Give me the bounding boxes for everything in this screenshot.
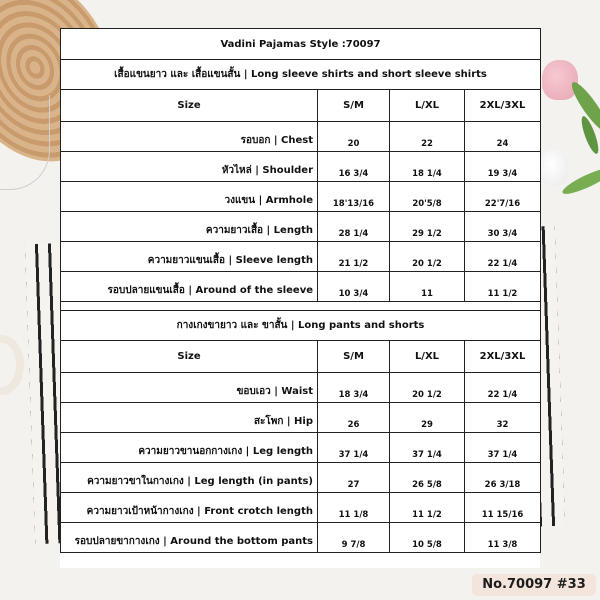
- size-header: L/XL: [390, 90, 465, 122]
- necklace-decoration: [0, 95, 50, 190]
- measurement-value: 10 5/8: [390, 523, 465, 553]
- table-row: [61, 373, 541, 403]
- measurement-label: ความยาวขานอกกางเกง | Leg length: [61, 433, 318, 463]
- measurement-label: วงแขน | Armhole: [61, 182, 318, 212]
- measurement-value: 29 1/2: [390, 212, 465, 242]
- measurement-value: 24: [465, 122, 541, 152]
- measurement-value: 16 3/4: [318, 152, 390, 182]
- measurement-value: 11 1/8: [318, 493, 390, 523]
- measurement-value: 26 5/8: [390, 463, 465, 493]
- measurement-value: 11 1/2: [465, 272, 541, 302]
- measurement-value: 20 1/2: [390, 242, 465, 272]
- size-chart-table: [60, 28, 541, 553]
- measurement-label: ขอบเอว | Waist: [61, 373, 318, 403]
- table-row: [61, 272, 541, 302]
- measurement-value: 29: [390, 403, 465, 433]
- measurement-value: 21 1/2: [318, 242, 390, 272]
- section-divider: [61, 302, 541, 311]
- chart-title-row: [61, 29, 541, 60]
- table-row: [61, 463, 541, 493]
- pants-size-header-row: [61, 341, 541, 373]
- measurement-label: ความยาวแขนเสื้อ | Sleeve length: [61, 242, 318, 272]
- measurement-value: 18 3/4: [318, 373, 390, 403]
- measurement-value: 20: [318, 122, 390, 152]
- measurement-label: ความยาวขาในกางเกง | Leg length (in pants): [61, 463, 318, 493]
- size-header: S/M: [318, 90, 390, 122]
- ribbon-decoration: [0, 335, 24, 395]
- size-header: 2XL/3XL: [465, 90, 541, 122]
- shirts-heading: เสื้อแขนยาว และ เสื้อแขนสั้น | Long sleeve shirts and short sleeve shirts: [61, 60, 541, 90]
- table-row: [61, 493, 541, 523]
- measurement-value: 22: [390, 122, 465, 152]
- measurement-label: สะโพก | Hip: [61, 403, 318, 433]
- pink-tulip-decoration: [542, 60, 578, 100]
- measurement-value: 11 15/16: [465, 493, 541, 523]
- measurement-label: หัวไหล่ | Shoulder: [61, 152, 318, 182]
- measurement-value: 11: [390, 272, 465, 302]
- measurement-value: 22 1/4: [465, 373, 541, 403]
- measurement-value: 37 1/4: [390, 433, 465, 463]
- measurement-value: 30 3/4: [465, 212, 541, 242]
- table-row: [61, 122, 541, 152]
- size-header: Size: [61, 341, 318, 373]
- measurement-value: 11 3/8: [465, 523, 541, 553]
- measurement-label: รอบอก | Chest: [61, 122, 318, 152]
- measurement-value: 20 1/2: [390, 373, 465, 403]
- shirts-size-header-row: [61, 90, 541, 122]
- table-row: [61, 403, 541, 433]
- table-row: [61, 212, 541, 242]
- measurement-value: 10 3/4: [318, 272, 390, 302]
- table-row: [61, 182, 541, 212]
- measurement-label: ความยาวเป้าหน้ากางเกง | Front crotch length: [61, 493, 318, 523]
- table-row: [61, 433, 541, 463]
- measurement-value: 20'5/8: [390, 182, 465, 212]
- size-header: 2XL/3XL: [465, 341, 541, 373]
- measurement-value: 9 7/8: [318, 523, 390, 553]
- measurement-value: 18 1/4: [390, 152, 465, 182]
- measurement-value: 28 1/4: [318, 212, 390, 242]
- measurement-label: รอบปลายขากางเกง | Around the bottom pants: [61, 523, 318, 553]
- pants-heading-row: [61, 311, 541, 341]
- size-chart-sheet: [60, 28, 540, 568]
- pants-heading: กางเกงขายาว และ ขาสั้น | Long pants and shorts: [61, 311, 541, 341]
- measurement-value: 37 1/4: [465, 433, 541, 463]
- measurement-label: รอบปลายแขนเสื้อ | Around of the sleeve: [61, 272, 318, 302]
- measurement-value: 18'13/16: [318, 182, 390, 212]
- measurement-value: 11 1/2: [390, 493, 465, 523]
- measurement-value: 32: [465, 403, 541, 433]
- measurement-value: 26 3/18: [465, 463, 541, 493]
- shirts-heading-row: [61, 60, 541, 90]
- white-tulip-decoration: [540, 150, 568, 186]
- measurement-value: 27: [318, 463, 390, 493]
- measurement-value: 22 1/4: [465, 242, 541, 272]
- table-row: [61, 242, 541, 272]
- measurement-value: 26: [318, 403, 390, 433]
- measurement-value: 19 3/4: [465, 152, 541, 182]
- size-header: S/M: [318, 341, 390, 373]
- size-header: L/XL: [390, 341, 465, 373]
- measurement-label: ความยาวเสื้อ | Length: [61, 212, 318, 242]
- table-row: [61, 152, 541, 182]
- product-number-badge: No.70097 #33: [472, 574, 596, 596]
- chart-title: Vadini Pajamas Style :70097: [61, 29, 541, 60]
- table-row: [61, 523, 541, 553]
- measurement-value: 37 1/4: [318, 433, 390, 463]
- measurement-value: 22'7/16: [465, 182, 541, 212]
- size-header: Size: [61, 90, 318, 122]
